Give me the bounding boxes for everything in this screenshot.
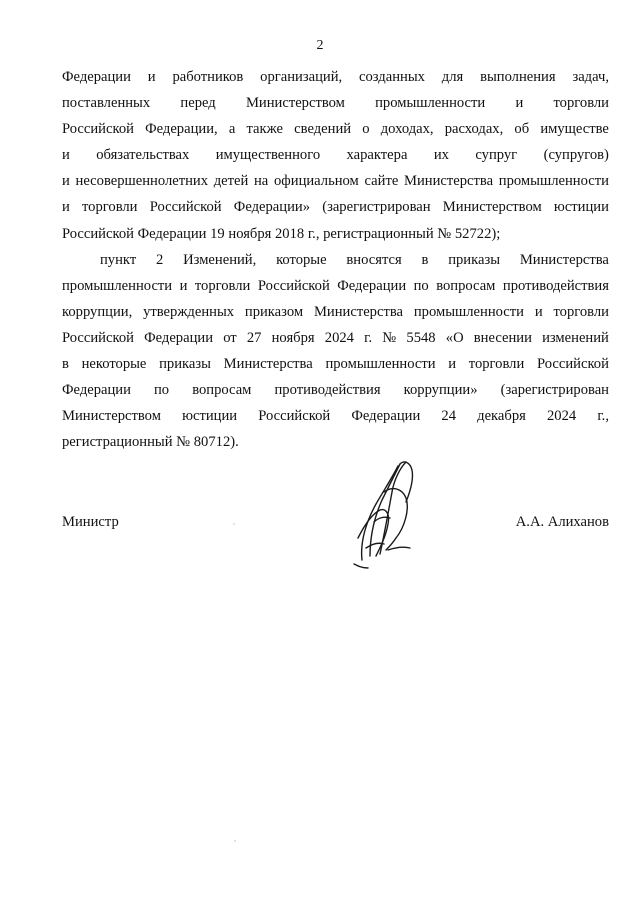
word: юстиции [182, 408, 238, 425]
word: поставленных [62, 95, 151, 112]
word: и [179, 277, 188, 294]
word: Федерации [62, 69, 131, 85]
word: перед [180, 95, 216, 112]
word: Федерации, [145, 121, 218, 138]
signer-name: А.А. Алиханов [515, 514, 609, 530]
word: официальном [274, 173, 359, 190]
text-line [62, 142, 609, 168]
word: противодействия [274, 382, 381, 399]
word: 2024 [324, 329, 354, 346]
word: и [534, 303, 543, 320]
word: декабря [477, 408, 526, 425]
word: внесении [473, 329, 532, 346]
word: Изменений, [183, 251, 257, 268]
word: Министерства [404, 173, 494, 190]
word: Российской [62, 329, 134, 346]
word: торговли [553, 303, 609, 320]
word: сведений [294, 121, 352, 138]
word: торговли [194, 277, 251, 294]
word: Министерства [519, 251, 609, 268]
word: Министерства [223, 356, 313, 373]
word: Федерации [62, 382, 131, 399]
paragraph-end-text: Российской Федерации 19 ноября 2018 г., регистрационный № 52722); [62, 225, 501, 242]
word: промышленности [62, 277, 173, 294]
word: их [433, 147, 449, 164]
signer-title: Министр [62, 514, 119, 530]
word: 27 [246, 329, 262, 346]
word: Российской [149, 199, 222, 216]
text-line [62, 377, 609, 403]
word: приказы [448, 251, 501, 268]
word: вопросам [436, 277, 496, 294]
word: об [514, 121, 530, 138]
text-line [62, 64, 609, 90]
word: организаций, [260, 69, 343, 85]
text-line [62, 116, 609, 142]
text-line [62, 194, 609, 220]
word: Федерации [351, 408, 421, 425]
word: характера [346, 147, 408, 164]
word: несовершеннолетних [75, 173, 209, 190]
word: выполнения [480, 69, 556, 85]
text-line [62, 403, 609, 429]
word: в [62, 356, 69, 373]
word: ноября [271, 329, 315, 346]
word: Министерством [442, 199, 542, 216]
word: № [382, 329, 397, 346]
word: созданных [359, 69, 425, 85]
word: доходах, [380, 121, 434, 138]
word: противодействия [502, 277, 609, 294]
word: изменений [542, 329, 609, 346]
word: промышленности [325, 356, 436, 373]
word: Федерации [337, 277, 407, 294]
body-text [62, 64, 609, 455]
text-line [62, 90, 609, 116]
word: коррупции» [403, 382, 478, 399]
text-line [62, 429, 609, 455]
text-line [62, 168, 609, 194]
paragraph-end-text: регистрационный № 80712). [62, 434, 239, 451]
word: и [515, 95, 524, 112]
text-line [62, 299, 609, 325]
word: Российской [62, 121, 134, 138]
word: г., [597, 408, 609, 425]
word: также [246, 121, 283, 138]
text-line [62, 351, 609, 377]
word: Российской [258, 408, 331, 425]
word: расходах, [444, 121, 504, 138]
word: Российской [257, 277, 330, 294]
word: вносятся [346, 251, 402, 268]
word: 5548 [406, 329, 436, 346]
word: о [362, 121, 370, 138]
word: от [223, 329, 237, 346]
word: имущественного [215, 147, 321, 164]
word: детей [213, 173, 249, 190]
word: (супругов) [543, 147, 609, 164]
scan-artifact [234, 840, 236, 842]
word: торговли [82, 199, 138, 216]
word: задач, [572, 69, 609, 85]
scan-artifact [233, 523, 235, 525]
word: а [228, 121, 236, 138]
page-number: 2 [316, 38, 324, 53]
word: имуществе [540, 121, 609, 138]
word: «О [445, 329, 464, 346]
signature-drawing [340, 452, 420, 572]
word: некоторые [81, 356, 147, 373]
word: и [147, 69, 156, 85]
text-line [62, 325, 609, 351]
text-line [62, 247, 609, 273]
word: Федерации» [233, 199, 311, 216]
word: коррупции, [62, 303, 133, 320]
word: промышленности [375, 95, 486, 112]
word: и [62, 199, 70, 216]
word: промышленности [498, 173, 609, 190]
word: утвержденных [143, 303, 235, 320]
word: по [154, 382, 170, 399]
word: Федерации [144, 329, 214, 346]
signature-block [62, 514, 609, 538]
handwritten-signature [340, 452, 420, 572]
word: пункт [100, 251, 137, 268]
word: сайте [364, 173, 399, 190]
word: 24 [441, 408, 456, 425]
word: 2024 [547, 408, 577, 425]
word: Министерством [245, 95, 345, 112]
word: г. [364, 329, 373, 346]
word: приказы [159, 356, 211, 373]
word: и [62, 173, 70, 190]
word: в [421, 251, 429, 268]
word: торговли [468, 356, 525, 373]
word: юстиции [553, 199, 609, 216]
text-line [62, 221, 609, 247]
word: вопросам [192, 382, 252, 399]
word: которые [276, 251, 327, 268]
word: (зарегистрирован [322, 199, 431, 216]
word: и [448, 356, 457, 373]
word: (зарегистрирован [500, 382, 609, 399]
word: супруг [475, 147, 518, 164]
word: Министерства [313, 303, 404, 320]
word: по [413, 277, 429, 294]
word: обязательствах [96, 147, 190, 164]
word: торговли [553, 95, 609, 112]
word: 2 [156, 251, 164, 268]
word: на [254, 173, 269, 190]
word: для [441, 69, 464, 85]
word: промышленности [413, 303, 524, 320]
word: и [62, 147, 70, 164]
word: работников [172, 69, 244, 85]
word: приказом [244, 303, 304, 320]
word: Министерством [62, 408, 161, 425]
word: Российской [536, 356, 609, 373]
text-line [62, 273, 609, 299]
